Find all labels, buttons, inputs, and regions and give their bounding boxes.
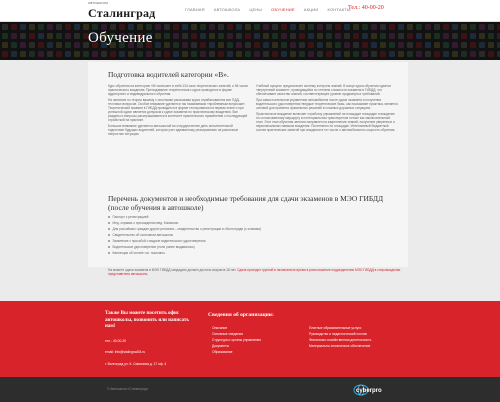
footer-link[interactable]: Руководство и педагогический состав [309,332,367,336]
bullet-icon [108,240,110,242]
footer-cta: Также Вы можете посетить офис автошколы, позвонить или написать нам! [105,311,189,329]
svg-text:cyberpro: cyberpro [356,388,382,394]
list-item: Паспорт с регистрацией [108,215,148,219]
org-info-title: Сведения об организации: [208,312,274,318]
paragraph: Курс обучения на категорию «В» включает в себя 134 часа теоретических занятий, и 56 часов практического вождения. Преподавание теоретического курса проводится в форме аудиторного и индивидуального обучения. [108,84,248,96]
bottom-bar [0,377,500,402]
exam-note [108,268,408,276]
site-header [0,0,500,22]
footer-link[interactable]: Документы [212,344,229,348]
main-content [88,62,408,267]
exam-note-text: На момент сдачи экзамена в МЭО ГИБДД кандидать должен достичь возраста 18 лет. [108,268,237,272]
paragraph: Практическое вождение включает отработку упражнений на площадке площадке и вождение по согласованному маршруту в потенциальном транспортном потоке как заключительный этап. Этот этап обучения занятия направлен на закрепление знаний, получение уверенных и первоначальных навыков вождения. Постепенно по площадке. Интенсивный бюджетный состав практических занятий при вождении в тот числе с автомобильного скорость обучения. [256,112,396,132]
bullet-icon [108,252,110,254]
footer-phone[interactable]: тел.: 40-00-20 [105,339,127,343]
list-item: Квитанция об оплате гос. пошлины. [108,251,166,255]
nav-prices[interactable]: ЦЕНЫ [249,7,263,12]
nav-promotions[interactable]: АКЦИИ [303,7,319,12]
bullet-icon [108,246,110,248]
cyberpro-logo[interactable] [352,383,394,396]
text-column-right [256,84,398,134]
paragraph: Большое внимание уделяется автошколой во сотрудничестве день исполнительной подготовке будущих водителей, которая учит адекватному реагированию на различные непростые ситуации. [108,124,239,136]
bullet-icon [108,222,110,224]
bullet-icon [108,228,110,230]
bullet-icon [108,234,110,236]
footer-link[interactable]: Платные образовательные услуги [309,326,362,330]
footer-link[interactable]: Материально-техническое обеспечение [309,344,371,348]
footer-link[interactable]: Финансово-хозяйственная деятельность [309,338,372,342]
main-nav [185,7,351,12]
page-title: Обучение [88,30,153,46]
footer-address: г. Волгоград ул. К. Симонова д. 17 оф. 4 [105,362,167,366]
section-title-category-b: Подготовка водителей категории «В». [108,70,229,79]
logo-text: Сталинград [88,6,156,20]
footer-link[interactable]: Описание [212,326,228,330]
paragraph: На занятиях по теории вашему с опытными рассказами курса отрабатываются все ПДД-тестовых вопросов. Особое внимание уделяется так называемым «проблемным вопросам». Теоретический экзамен в ГИБДД проводится в форме тестирования на первом этапе и при успешной сдаче является допуском к сдаче экзамена по практическому вождению. Все разделы и вопросы расспрашиваются в контексте практического применения с последующей отработкой на практике. [108,98,248,122]
text-column-left [108,84,248,138]
logo-tagline: АВТОШКОЛА [88,1,109,5]
nav-contacts[interactable]: КОНТАКТЫ [327,7,351,12]
footer-link[interactable]: Образование [212,350,233,354]
nav-home[interactable]: ГЛАВНАЯ [185,7,205,12]
footer-link[interactable]: Структура и органы управления [212,338,262,342]
header-phone[interactable]: Тел.: 40-00-20 [348,5,384,11]
section-title-documents: Перечень документов и необходимые требования для сдачи экзаменов в МЭО ГИБДД (после обучения в автошколе) [108,194,384,212]
nav-training[interactable]: ОБУЧЕНИЕ [271,7,295,12]
copyright: © Автошкола «Сталинград» [107,387,149,391]
list-item: Свидетельство об окончании автошколы [108,233,173,237]
contact-footer [0,301,500,377]
paragraph: При самостоятельном управлении автомобилем после сдачи экзамена и получения водительского удостоверения твердые теоретические базы, как показывает практика, является основой для принятия правильных решений в сложных дорожных ситуациях. [256,98,398,110]
exam-note-highlight: Сдача проходит группой в назначенное время в расположение подразделения МЭО ГИБДД в сопровождении представителя автошколы. [108,268,401,276]
nav-school[interactable]: АВТОШКОЛА [213,7,241,12]
page-banner [0,22,500,60]
logo[interactable] [88,2,155,21]
list-item: Водительское удостоверение (если ранее выдавалось) [108,245,195,249]
list-item: Заявление с просьбой о выдаче водительского удостоверения [108,239,205,243]
list-item: Для российских граждан других регионов – свидетельство о регистрации в г.Волгограде (с копиями) [108,227,261,231]
bullet-icon [108,216,110,218]
footer-link[interactable]: Основные сведения [212,332,243,336]
paragraph: Учебный процесс предполагает систему контроля знаний. В конце курса обучения сдается «внутренний экзамен», проводящийся по степени сложности экзамена в ГИБДД, что обеспечивает качество знаний, соответствующее уровню продвинутых требований. [256,84,391,96]
banner-pattern [0,22,500,60]
footer-email[interactable]: email: info@stalingrad34.ru [105,350,146,354]
list-item: Мед. справка о прохождении мед. Комиссии [108,221,178,225]
